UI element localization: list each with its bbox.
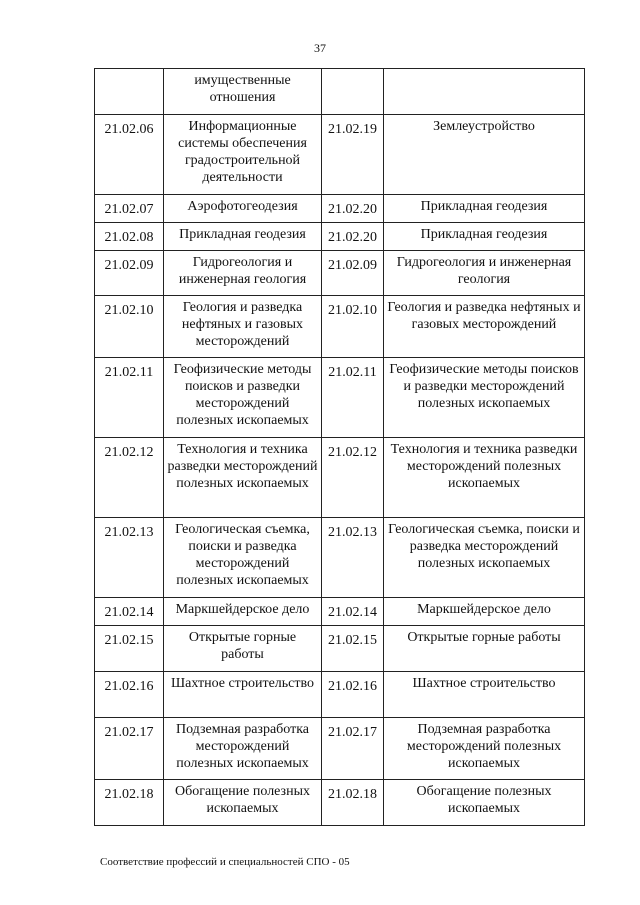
old-code-cell: 21.02.06 — [95, 115, 164, 195]
old-name-cell: Обогащение полезных ископаемых — [164, 780, 322, 826]
table-row — [95, 438, 585, 518]
table-row — [95, 718, 585, 780]
new-code-cell: 21.02.14 — [322, 598, 384, 626]
old-code-cell: 21.02.15 — [95, 626, 164, 672]
table-row — [95, 296, 585, 358]
old-name-cell: Маркшейдерское дело — [164, 598, 322, 626]
table-row — [95, 598, 585, 626]
table-row — [95, 195, 585, 223]
new-name-cell — [384, 69, 585, 115]
old-name-cell: Геофизические методы поисков и разведки месторождений полезных ископаемых — [164, 358, 322, 438]
old-code-cell — [95, 69, 164, 115]
new-name-cell: Технология и техника разведки месторождений полезных ископаемых — [384, 438, 585, 518]
new-name-cell: Гидрогеология и инженерная геология — [384, 251, 585, 296]
new-name-cell: Геологическая съемка, поиски и разведка месторождений полезных ископаемых — [384, 518, 585, 598]
table-row — [95, 518, 585, 598]
table-row — [95, 69, 585, 115]
old-code-cell: 21.02.09 — [95, 251, 164, 296]
new-code-cell: 21.02.17 — [322, 718, 384, 780]
new-name-cell: Подземная разработка месторождений полезных ископаемых — [384, 718, 585, 780]
old-name-cell: Аэрофотогеодезия — [164, 195, 322, 223]
old-name-cell: Геология и разведка нефтяных и газовых месторождений — [164, 296, 322, 358]
new-code-cell: 21.02.20 — [322, 195, 384, 223]
old-code-cell: 21.02.07 — [95, 195, 164, 223]
table-row — [95, 780, 585, 826]
old-code-cell: 21.02.13 — [95, 518, 164, 598]
new-code-cell: 21.02.18 — [322, 780, 384, 826]
new-name-cell: Обогащение полезных ископаемых — [384, 780, 585, 826]
table-row — [95, 626, 585, 672]
old-name-cell: Геологическая съемка, поиски и разведка месторождений полезных ископаемых — [164, 518, 322, 598]
table-body — [95, 69, 585, 826]
table-row — [95, 251, 585, 296]
old-code-cell: 21.02.12 — [95, 438, 164, 518]
old-name-cell: Шахтное строительство — [164, 672, 322, 718]
old-code-cell: 21.02.10 — [95, 296, 164, 358]
old-code-cell: 21.02.18 — [95, 780, 164, 826]
new-code-cell: 21.02.11 — [322, 358, 384, 438]
table-row — [95, 223, 585, 251]
new-name-cell: Прикладная геодезия — [384, 195, 585, 223]
new-code-cell: 21.02.19 — [322, 115, 384, 195]
table-row — [95, 115, 585, 195]
new-code-cell: 21.02.15 — [322, 626, 384, 672]
old-code-cell: 21.02.16 — [95, 672, 164, 718]
new-code-cell: 21.02.20 — [322, 223, 384, 251]
old-code-cell: 21.02.14 — [95, 598, 164, 626]
new-code-cell — [322, 69, 384, 115]
old-code-cell: 21.02.17 — [95, 718, 164, 780]
new-name-cell: Маркшейдерское дело — [384, 598, 585, 626]
old-name-cell: Гидрогеология и инженерная геология — [164, 251, 322, 296]
new-name-cell: Шахтное строительство — [384, 672, 585, 718]
footer-text: Соответствие профессий и специальностей СПО - 05 — [100, 856, 350, 868]
new-code-cell: 21.02.09 — [322, 251, 384, 296]
new-name-cell: Прикладная геодезия — [384, 223, 585, 251]
correspondence-table — [94, 68, 585, 826]
new-name-cell: Открытые горные работы — [384, 626, 585, 672]
table-row — [95, 672, 585, 718]
new-name-cell: Землеустройство — [384, 115, 585, 195]
old-name-cell: Открытые горные работы — [164, 626, 322, 672]
old-name-cell: Технология и техника разведки месторождений полезных ископаемых — [164, 438, 322, 518]
old-name-cell: Информационные системы обеспечения градостроительной деятельности — [164, 115, 322, 195]
old-name-cell: Подземная разработка месторождений полезных ископаемых — [164, 718, 322, 780]
new-code-cell: 21.02.12 — [322, 438, 384, 518]
new-name-cell: Геология и разведка нефтяных и газовых месторождений — [384, 296, 585, 358]
new-code-cell: 21.02.10 — [322, 296, 384, 358]
old-name-cell: имущественные отношения — [164, 69, 322, 115]
old-name-cell: Прикладная геодезия — [164, 223, 322, 251]
new-code-cell: 21.02.13 — [322, 518, 384, 598]
table-row — [95, 358, 585, 438]
new-name-cell: Геофизические методы поисков и разведки месторождений полезных ископаемых — [384, 358, 585, 438]
page-number: 37 — [314, 41, 326, 55]
old-code-cell: 21.02.11 — [95, 358, 164, 438]
old-code-cell: 21.02.08 — [95, 223, 164, 251]
new-code-cell: 21.02.16 — [322, 672, 384, 718]
